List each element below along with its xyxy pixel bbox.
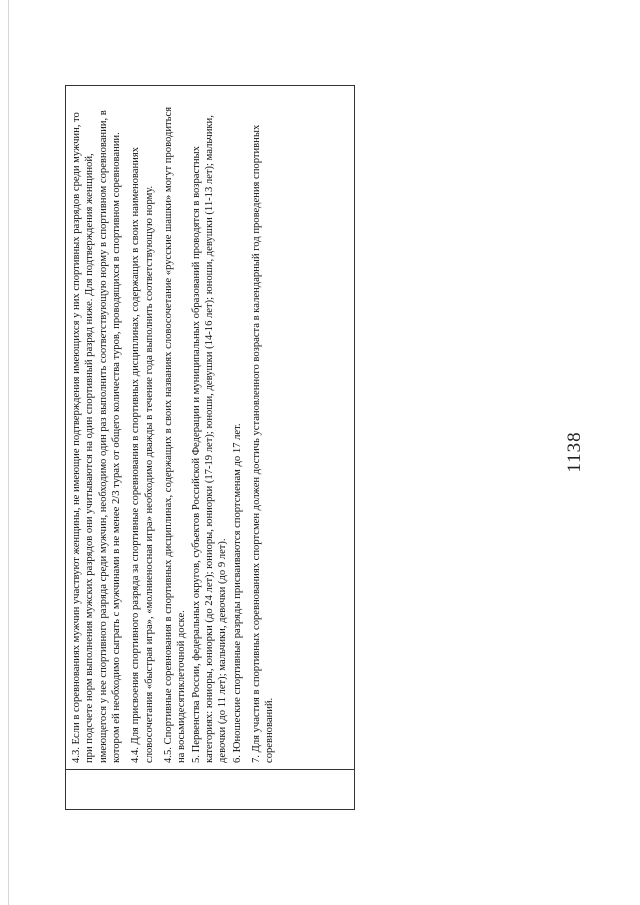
paragraph-5: 5. Первенства России, федеральных округов, субъектов Российской Федерации и муниципальных образований проводятся в возрастных категориях: юниоры, юниорки (до 24 лет); юниоры, юниорки (17-19 лет); юноши, девушки (14-16 лет); юноши, девушки (11-13 лет); мальчики, девочки (до 11 лет); мальчики, девочки (до 9 лет).	[190, 115, 229, 763]
paragraph-7: 7. Для участия в спортивных соревнованиях спортсмен должен достичь установленного возраста в календарный год проведения спортивных соревнований.	[251, 124, 276, 763]
paragraph-4-4: 4.4. Для присвоения спортивного разряда за спортивные соревнования в спортивных дисциплинах, содержащих в своих наименованиях словосочетания «быстрая игра», «молниеносная игра» необходимо дважды в течение года выполнить соответствующую норму.	[130, 147, 155, 763]
scan-edge-line	[8, 0, 9, 905]
page-number: 1138	[564, 431, 585, 473]
rotated-table-region	[65, 85, 355, 810]
table-empty-column	[66, 769, 354, 809]
paragraph-6: 6. Юношеские спортивные разряды присваиваются спортсменам до 17 лет.	[231, 423, 243, 763]
regulations-table	[65, 85, 355, 810]
table-text-column	[66, 86, 354, 769]
paragraph-4-5: 4.5. Спортивные соревнования в спортивных дисциплинах, содержащих в своих названиях словосочетание «русские шашки» могут проводиться на восьмидесятиклеточной доске.	[163, 106, 188, 763]
paragraph-4-3: 4.3. Если в соревнованиях мужчин участвуют женщины, не имеющие подтверждения имеющихся у них спортивных разрядов среди мужчин, то при подсчете норм выполнения мужских разрядов они учитываются на один спортивный разряд ниже. Для подтверждения женщиной, имеющегося у нее спортивного разряда среди мужчин, необходимо один раз выполнить соответствующую норму в спортивном соревновании, в котором ей необходимо сыграть с мужчинами в не менее 2/3 турах от общего количества туров, проводящихся в спортивном соревновании.	[71, 110, 123, 763]
